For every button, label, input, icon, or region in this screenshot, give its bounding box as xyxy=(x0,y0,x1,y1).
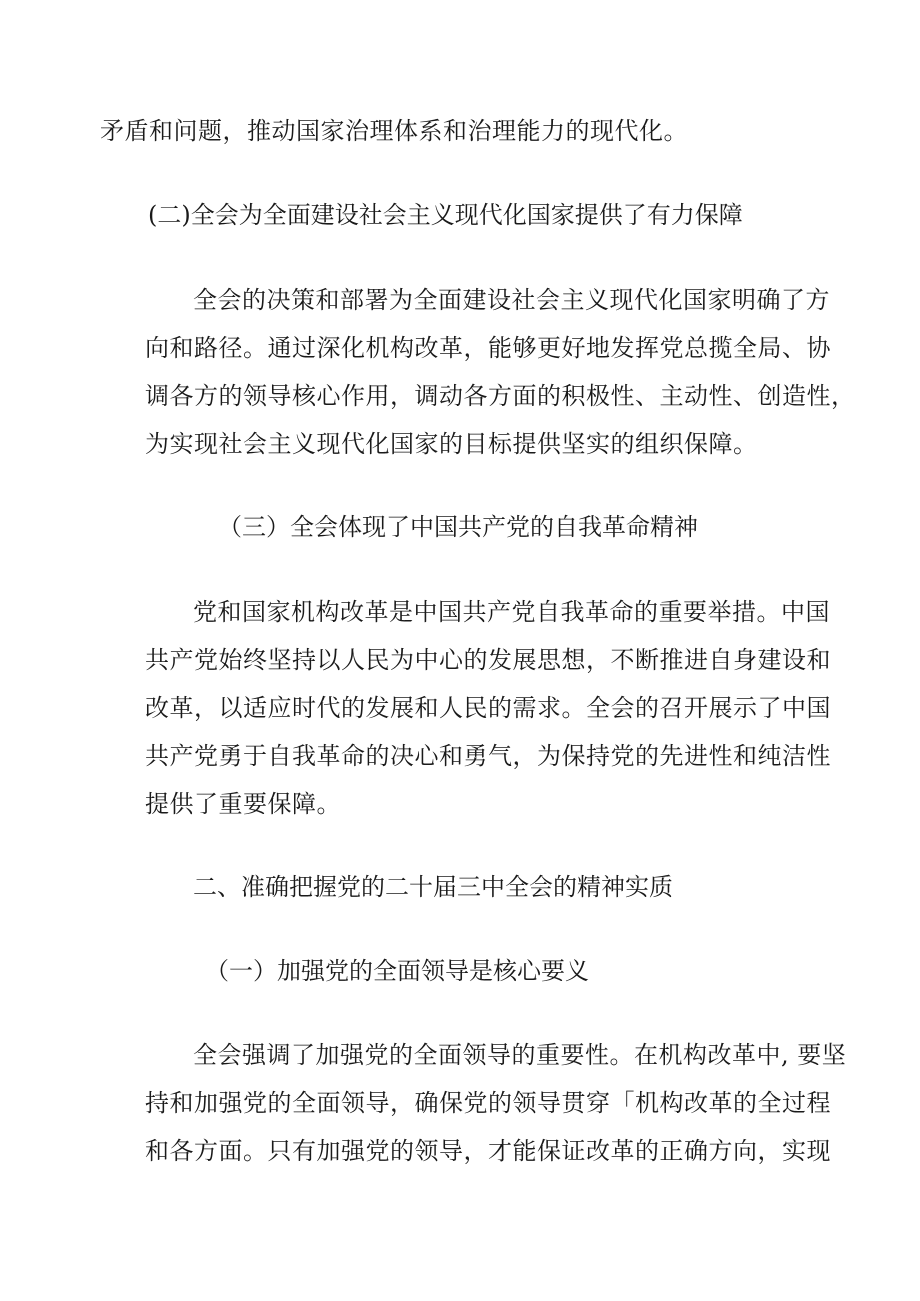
paragraph-line: 全会的决策和部署为全面建设社会主义现代化国家明确了方 xyxy=(193,286,830,314)
subsection-heading-1: （一）加强党的全面领导是核心要义 xyxy=(205,957,589,985)
section-heading-2: (二)全会为全面建设社会主义现代化国家提供了有力保障 xyxy=(148,201,743,229)
paragraph-line: 向和路径。通过深化机构改革，能够更好地发挥党总揽全局、协 xyxy=(145,334,831,362)
paragraph-line: 共产党勇于自我革命的决心和勇气，为保持党的先进性和纯洁性 xyxy=(145,742,831,770)
paragraph-line: 党和国家机构改革是中国共产党自我革命的重要举措。中国 xyxy=(193,598,830,626)
paragraph-line: 全会强调了加强党的全面领导的重要性。在机构改革中, 要坚 xyxy=(193,1041,847,1069)
paragraph-line: 调各方的领导核心作用，调动各方面的积极性、主动性、创造性， xyxy=(145,382,856,410)
paragraph-line: 提供了重要保障。 xyxy=(145,790,341,818)
paragraph-line: 共产党始终坚持以人民为中心的发展思想，不断推进自身建设和 xyxy=(145,646,831,674)
continued-paragraph-line: 矛盾和问题，推动国家治理体系和治理能力的现代化。 xyxy=(100,117,688,145)
section-heading-3: （三）全会体现了中国共产党的自我革命精神 xyxy=(218,513,698,541)
paragraph-line: 为实现社会主义现代化国家的目标提供坚实的组织保障。 xyxy=(145,430,758,458)
paragraph-line: 持和加强党的全面领导，确保党的领导贯穿「机构改革的全过程 xyxy=(145,1089,831,1117)
part-heading-2: 二、准确把握党的二十届三中全会的精神实质 xyxy=(193,873,673,901)
paragraph-line: 改革，以适应时代的发展和人民的需求。全会的召开展示了中国 xyxy=(145,694,831,722)
paragraph-line: 和各方面。只有加强党的领导，才能保证改革的正确方向，实现 xyxy=(145,1137,831,1165)
